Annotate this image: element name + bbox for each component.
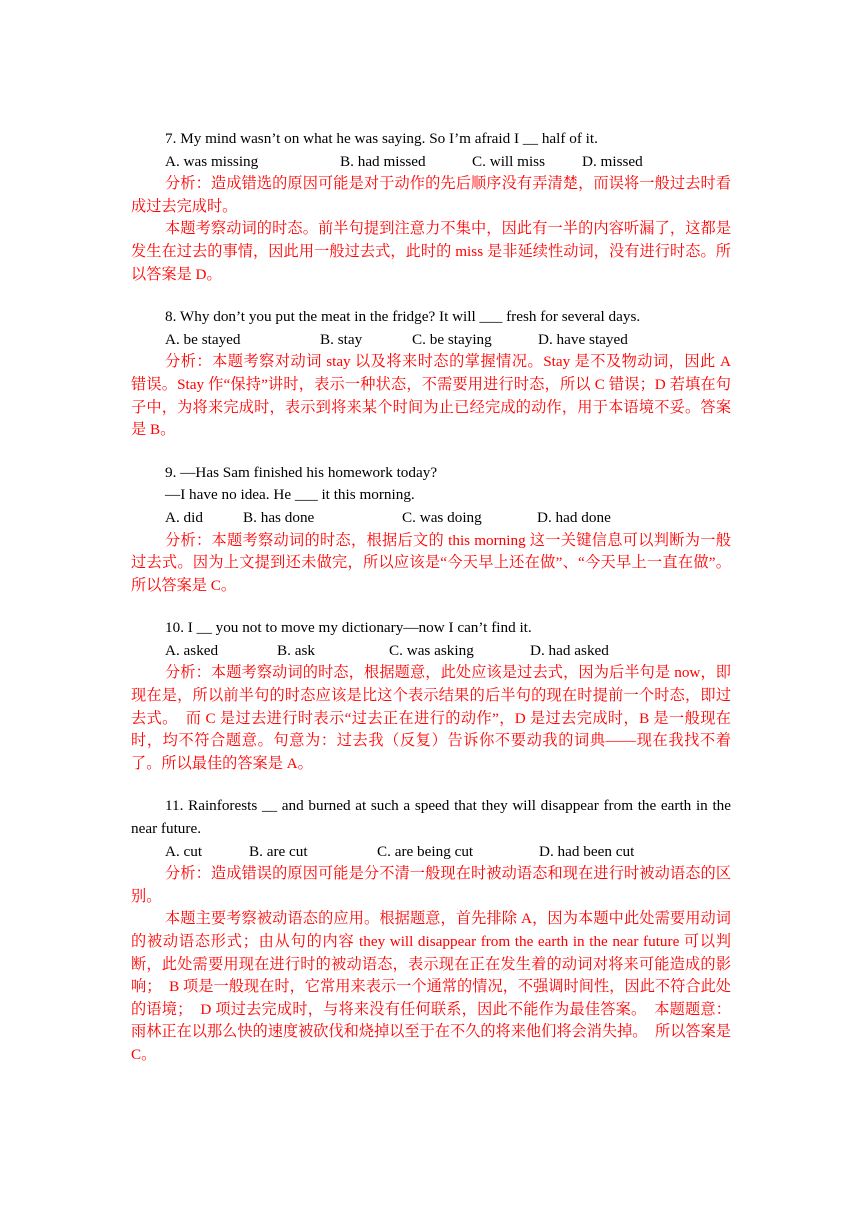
option-b: B. stay (320, 330, 363, 348)
option-d: D. have stayed (538, 330, 628, 348)
option-d: D. missed (582, 152, 643, 170)
option-a: A. asked (165, 641, 219, 659)
question-7 (131, 128, 731, 286)
question-stem-reply: —I have no idea. He ___ it this morning. (165, 486, 415, 504)
options-row (131, 329, 731, 352)
option-a: A. be stayed (165, 330, 241, 348)
option-b: B. had missed (340, 152, 426, 170)
analysis-text: 分析：本题考察动词的时态，根据题意，此处应该是过去式，因为后半句是 now，即现在是，所以前半句的时态应该是比这个表示结果的后半句的现在时提前一个时态，即过去式。 而 C 是过去进行时表示“过去正在进行的动作”，D 是过去完成时，B 是一般现在时，均不符合题意。句意为：过去我（反复）告诉你不要动我的词典——现在我找不着了。所以最佳的答案是 A。 (131, 664, 731, 772)
option-c: C. was doing (402, 508, 482, 526)
option-c: C. was asking (389, 641, 474, 659)
analysis-text: 本题考察动词的时态。前半句提到注意力不集中，因此有一半的内容听漏了，这都是发生在过去的事情，因此用一般过去式，此时的 miss 是非延续性动词，没有进行时态。所以答案是 D。 (131, 220, 731, 283)
options-row (131, 640, 731, 663)
option-d: D. had been cut (539, 842, 635, 860)
option-c: C. are being cut (377, 842, 474, 860)
options-row (131, 841, 731, 864)
question-8 (131, 306, 731, 442)
document-page (131, 128, 731, 1087)
analysis-text: 分析：本题考察动词的时态，根据后文的 this morning 这一关键信息可以判断为一般过去式。因为上文提到还未做完，所以应该是“今天早上还在做”、“今天早上一直在做”。所以答案是 C。 (131, 531, 731, 594)
question-stem: 11. Rainforests __ and burned at such a speed that they will disappear from the earth in the near future. (131, 797, 731, 838)
analysis-text: 分析：造成错选的原因可能是对于动作的先后顺序没有弄清楚，而误将一般过去时看成过去完成时。 (131, 175, 731, 215)
options-row (131, 507, 731, 530)
question-stem: 7. My mind wasn’t on what he was saying. So I’m afraid I __ half of it. (165, 130, 598, 147)
analysis-text: 分析：造成错误的原因可能是分不清一般现在时被动语态和现在进行时被动语态的区别。 (131, 865, 731, 905)
option-a: A. was missing (165, 152, 259, 170)
question-stem: 10. I __ you not to move my dictionary—now I can’t find it. (165, 619, 532, 637)
option-d: D. had done (537, 508, 611, 526)
options-row (131, 151, 731, 174)
option-c: C. be staying (412, 330, 492, 348)
question-9 (131, 462, 731, 598)
option-a: A. cut (165, 842, 203, 860)
option-d: D. had asked (530, 641, 609, 659)
option-b: B. has done (243, 508, 315, 526)
option-b: B. ask (277, 641, 315, 659)
analysis-text: 本题主要考察被动语态的应用。根据题意，首先排除 A，因为本题中此处需要用动词的被动语态形式；由从句的内容 they will disappear from the earth in the near future 可以判断，此处需要用现在进行时的被动语态，表示现在正在发生着的动词对将来可能造成的影响； B 项是一般现在时，它常用来表示一个通常的情况，不强调时间性，因此不符合此处的语境； D 项过去完成时，与将来没有任何联系，因此不能作为最佳答案。 本题题意：雨林正在以那么快的速度被砍伐和烧掉以至于在不久的将来他们将会消失掉。 所以答案是 C。 (131, 910, 731, 1063)
option-a: A. did (165, 508, 203, 526)
option-b: B. are cut (249, 842, 308, 860)
question-stem: 9. —Has Sam finished his homework today? (165, 463, 438, 481)
question-10 (131, 617, 731, 775)
analysis-text: 分析：本题考察对动词 stay 以及将来时态的掌握情况。Stay 是不及物动词，因此 A 错误。Stay 作“保持”讲时，表示一种状态，不需要用进行时态，所以 C 错误；D 若填在句子中，为将来完成时，表示到将来某个时间为止已经完成的动作，用于本语境不妥。答案是 B。 (131, 353, 731, 439)
option-c: C. will miss (472, 152, 546, 170)
question-stem: 8. Why don’t you put the meat in the fridge? It will ___ fresh for several days. (165, 308, 641, 326)
question-11 (131, 795, 731, 1066)
